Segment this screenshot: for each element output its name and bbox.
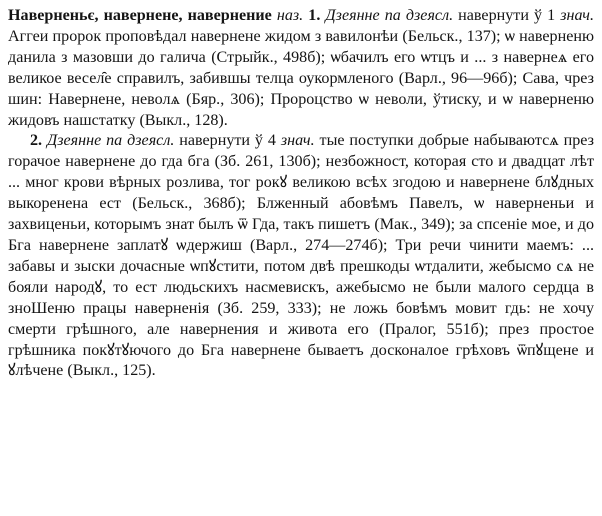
sense-number: 2. xyxy=(30,132,43,150)
sense-number: 1. xyxy=(308,7,321,24)
sense-citations: Аггеи пророк проповѣдал навернене жидом з вавилонѣи (Бельск., 137); ѡ наверненю данила з мазовши до галича (Стрыйк., 498б); ѡбачилъ его ѡтцъ и ... з навернеѧ его великое весел̑е справилъ, забившы телца оукормленого (Варл., 96—96б); Сава, чрез шин: Навернене, неволѧ (Бяр., 306); Пророцство ѡ неволи, ўтиску, и ѡ наверненю жидовъ нашстатку (Выкл., 128). xyxy=(8,27,594,129)
sense-reference-label: знач. xyxy=(560,7,595,24)
sense-citations: тые поступки добрые набываютсѧ през горачое навернене до гда бга (Зб. 261, 130б); незбожност, которая сто и двадцат лѣт ... мног крови вѣрных розлива, тог рокꙋ великою всѣх згодою и навернене блꙋдных выкоренена ест (Бельск., 368б); Блженный абовѣмъ Павелъ, ѡ наверненьи и захвиценьи, которымъ знат былъ ѿ Гда, такъ пишетъ (Мак., 349); за спсеніе мое, и до Бга навернене заплатꙋ ѡдержиш (Варл., 274—274б); Три речи чинити маемъ: ... забавы и зыски дочасные ѡпꙋстити, потом двѣ прешкоды ѡтдалити, жебысмо сѧ не бояли народꙋ, то ест людьскихъ насмевискъ, ажебысмо не были малого сердца в зноШеню працы наверненія (Зб. 259, 333); не ложь бовѣмъ мовит гдь: не хочу смерти грѣшного, але навернения и живота его (Пралог, 551б); през простое грѣшника покꙋтꙋючого до Бга навернене бываетъ досконалое грѣховъ ѿпꙋщене и ꙋлѣчене (Выкл., 125). xyxy=(8,132,594,380)
part-of-speech: наз. xyxy=(276,7,304,24)
headword: Наверненьє, навернене, навернение xyxy=(8,7,272,24)
sense-gloss: Дзеянне па дзеясл. xyxy=(46,132,175,150)
sense-gloss: Дзеянне па дзеясл. xyxy=(325,7,454,24)
sense-reference: навернути ў 4 xyxy=(179,132,276,150)
sense-1-paragraph xyxy=(8,6,594,131)
sense-reference: навернути ў 1 xyxy=(458,7,556,24)
sense-2-paragraph xyxy=(8,131,594,382)
sense-reference-label: знач. xyxy=(280,132,315,150)
